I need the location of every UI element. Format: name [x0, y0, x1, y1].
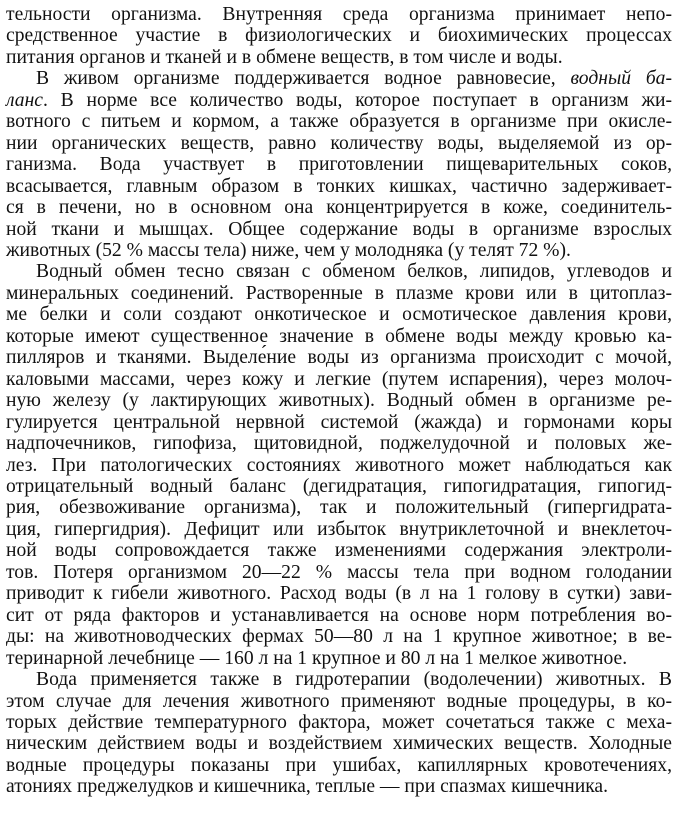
text-line: которые имеют существенное значение в обмене воды между кровью ка- [6, 325, 672, 347]
text-line: ной ткани и мышцах. Общее содержание воды в организме взрослых [6, 218, 672, 240]
text-line: надпочечников, гипофиза, щитовидной, поджелудочной и половых же- [6, 433, 672, 455]
text-line: рия, обезвоживание организма), так и положительный (гипергидрата- [6, 497, 672, 519]
text-line: каловыми массами, через кожу и легкие (путем испарения), через молоч- [6, 368, 672, 390]
text-line: тов. Потеря организмом 20—22 % массы тела при водном голодании [6, 561, 672, 583]
paragraph-2 [6, 68, 672, 261]
paragraph-1 [6, 4, 672, 68]
text-line: гулируется центральной нервной системой (жажда) и гормонами коры [6, 411, 672, 433]
text-line: ме белки и соли создают онкотическое и осмотическое давления крови, [6, 304, 672, 326]
text-line: лез. При патологических состояниях животного может наблюдаться как [6, 454, 672, 476]
text-line: ция, гипергидрия). Дефицит или избыток внутриклеточной и внеклеточ- [6, 518, 672, 540]
text-line: животных (52 % массы тела) ниже, чем у молодняка (у телят 72 %). [6, 239, 571, 261]
text-line: ды: на животноводческих фермах 50—80 л на 1 крупное животное; в ве- [6, 626, 672, 648]
text-line: ланс. В норме все количество воды, которое поступает в организм жи- [6, 89, 672, 111]
text-line: ной воды сопровождается также изменениями содержания электроли- [6, 540, 672, 562]
text-line: этом случае для лечения животного применяют водные процедуры, в ко- [6, 690, 672, 712]
text-line: В живом организме поддерживается водное равновесие, водный ба- [36, 68, 673, 90]
text-line: пилляров и тканями. Выделе́ние воды из организма происходит с мочой, [6, 347, 672, 369]
text-line: питания органов и тканей и в обмене веществ, в том числе и воды. [6, 46, 563, 68]
text-line: теринарной лечебнице — 160 л на 1 крупное и 80 л на 1 мелкое животное. [6, 647, 628, 669]
text-line: ническим действием воды и воздействием химических веществ. Холодные [6, 733, 672, 755]
text-line: ганизма. Вода участвует в приготовлении пищеварительных соков, [6, 154, 672, 176]
text-line: вотного с питьем и кормом, а также образуется в организме при окисле- [6, 111, 672, 133]
text-line: Водный обмен тесно связан с обменом белков, липидов, углеводов и [36, 261, 672, 283]
text-line: сит от ряда факторов и устанавливается на основе норм потребления во- [6, 604, 672, 626]
text-line: атониях преджелудков и кишечника, теплые — при спазмах кишечника. [6, 776, 609, 798]
text-line: ся в печени, но в основном она концентрируется в коже, соединитель- [6, 197, 672, 219]
text-line: торых действие температурного фактора, может сочетаться также с меха- [6, 711, 672, 733]
text-line: приводит к гибели животного. Расход воды (в л на 1 голову в сутки) зави- [6, 583, 672, 605]
text-line: ную железу (у лактирующих животных). Водный обмен в организме ре- [6, 390, 672, 412]
text-line: всасывается, главным образом в тонких кишках, частично задерживает- [6, 175, 672, 197]
text-line: минеральных соединений. Растворенные в плазме крови или в цитоплаз- [6, 282, 672, 304]
text-line: Вода применяется также в гидротерапии (водолечении) животных. В [36, 669, 672, 691]
text-line: средственное участие в физиологических и биохимических процессах [6, 25, 672, 47]
paragraph-4 [6, 669, 672, 798]
text-line: нии органических веществ, равно количеству воды, выделяемой из ор- [6, 132, 672, 154]
text-line: тельности организма. Внутренняя среда организма принимает непо- [6, 4, 672, 25]
paragraph-3 [6, 261, 672, 669]
text-line: водные процедуры показаны при ушибах, капиллярных кровотечениях, [6, 754, 672, 776]
text-line: отрицательный водный баланс (дегидратация, гипогидратация, гипогид- [6, 475, 672, 497]
